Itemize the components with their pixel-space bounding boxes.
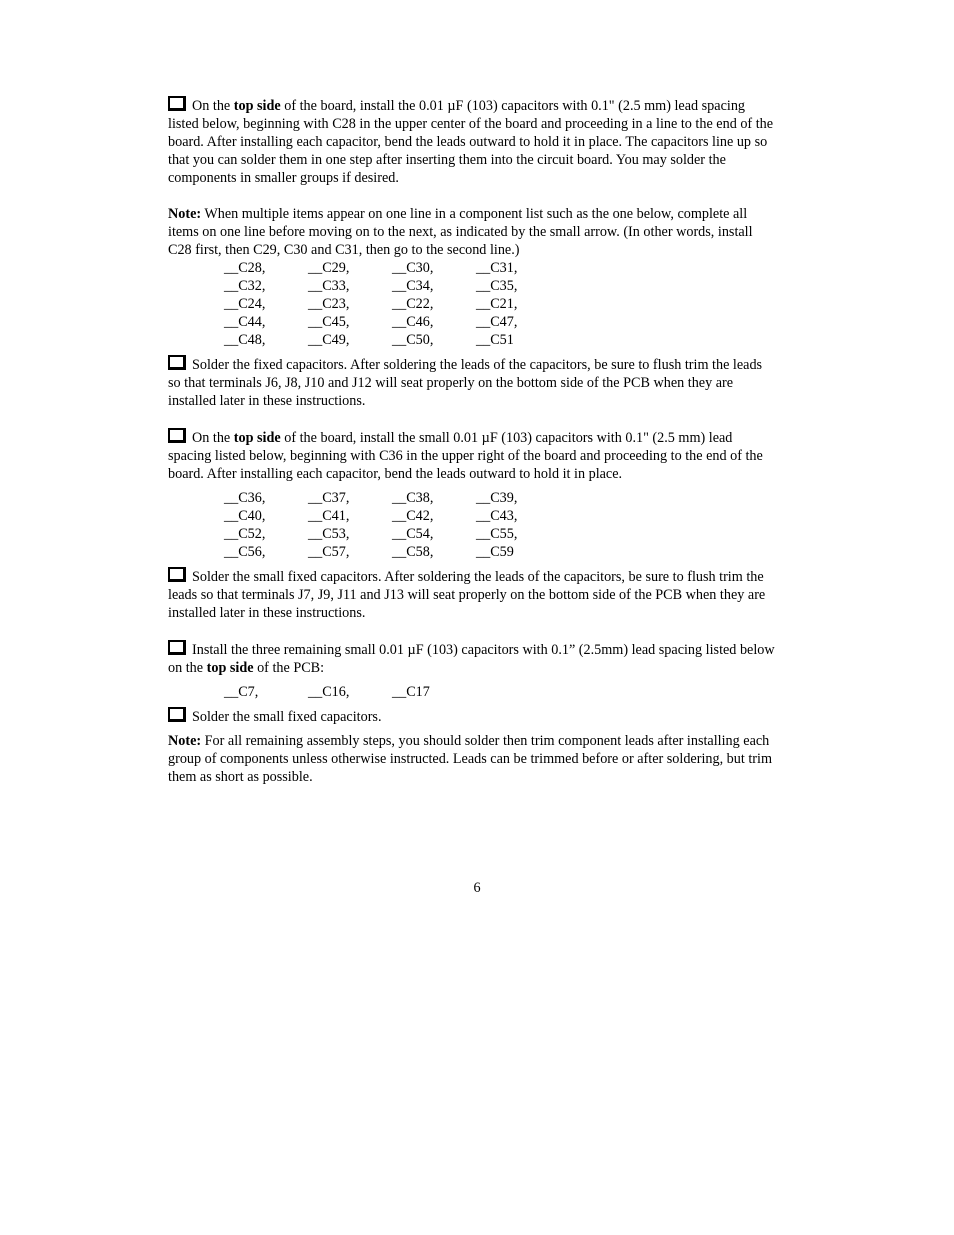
- component-item: __C17: [392, 684, 430, 700]
- component-item: __C40,: [224, 508, 266, 524]
- step-text: Install the three remaining small 0.01 µF (103) capacitors with 0.1” (2.5mm) lead spacing listed below on the: [168, 642, 775, 676]
- component-item: __C48,: [224, 332, 266, 348]
- step-emphasis: top side: [206, 660, 254, 676]
- component-row: [224, 331, 560, 349]
- component-row: [224, 543, 560, 561]
- checkbox-icon[interactable]: [168, 707, 186, 722]
- step-install-remaining-capacitors: [168, 640, 778, 677]
- step-text: of the board, install the small 0.01 µF (103) capacitors with 0.1" (2.5 mm) lead spacing listed below, beginning with C36 in the upper right of the board and proceeding to the end of the board. After installing each capacitor, bend the leads outward to hold it in place.: [168, 430, 763, 482]
- step-emphasis: top side: [233, 98, 281, 114]
- component-item: __C21,: [476, 296, 518, 312]
- step-text: of the PCB:: [253, 660, 325, 676]
- component-row: [224, 313, 560, 331]
- component-item: __C53,: [308, 526, 350, 542]
- component-list: [224, 259, 560, 349]
- component-item: __C59: [476, 544, 514, 560]
- component-item: __C47,: [476, 314, 518, 330]
- component-item: __C31,: [476, 260, 518, 276]
- note-paragraph: [168, 732, 778, 786]
- component-item: __C57,: [308, 544, 350, 560]
- note-text: When multiple items appear on one line in a component list such as the one below, complete all items on one line before moving on to the next, as indicated by the small arrow. (In other words, install C28 first, then C29, C30 and C31, then go to the second line.): [168, 206, 753, 258]
- step-text: Solder the fixed capacitors. After soldering the leads of the capacitors, be sure to flush trim the leads so that terminals J6, J8, J10 and J12 will seat properly on the bottom side of the PCB when they are installed later in these instructions.: [168, 357, 763, 409]
- note-text: For all remaining assembly steps, you should solder then trim component leads after installing each group of components unless otherwise instructed. Leads can be trimmed before or after soldering, but trim them as short as possible.: [168, 733, 772, 785]
- component-item: __C52,: [224, 526, 266, 542]
- component-item: __C41,: [308, 508, 350, 524]
- note-label: Note:: [168, 733, 202, 749]
- component-item: __C28,: [224, 260, 266, 276]
- step-solder-small-capacitors: [168, 567, 778, 622]
- component-item: __C22,: [392, 296, 434, 312]
- component-item: __C43,: [476, 508, 518, 524]
- component-item: __C42,: [392, 508, 434, 524]
- component-item: __C30,: [392, 260, 434, 276]
- component-item: __C50,: [392, 332, 434, 348]
- component-item: __C23,: [308, 296, 350, 312]
- component-item: __C7,: [224, 684, 259, 700]
- component-row: [224, 507, 560, 525]
- component-item: __C54,: [392, 526, 434, 542]
- step-text: Solder the small fixed capacitors. After soldering the leads of the capacitors, be sure to flush trim the leads so that terminals J7, J9, J11 and J13 will seat properly on the bottom side of the PCB when they are installed later in these instructions.: [168, 569, 766, 621]
- page-content: [168, 96, 778, 786]
- component-item: __C32,: [224, 278, 266, 294]
- checkbox-icon[interactable]: [168, 96, 186, 111]
- checkbox-icon[interactable]: [168, 640, 186, 655]
- component-item: __C34,: [392, 278, 434, 294]
- component-row: [224, 259, 560, 277]
- component-item: __C45,: [308, 314, 350, 330]
- component-list: [224, 683, 476, 701]
- checkbox-icon[interactable]: [168, 567, 186, 582]
- page-number: 6: [473, 880, 481, 896]
- component-item: __C55,: [476, 526, 518, 542]
- step-solder-remaining: [168, 707, 778, 726]
- component-item: __C49,: [308, 332, 350, 348]
- component-item: __C35,: [476, 278, 518, 294]
- component-item: __C46,: [392, 314, 434, 330]
- component-item: __C44,: [224, 314, 266, 330]
- component-item: __C51: [476, 332, 514, 348]
- checkbox-icon[interactable]: [168, 428, 186, 443]
- step-text: of the board, install the 0.01 µF (103) capacitors with 0.1" (2.5 mm) lead spacing listed below, beginning with C28 in the upper center of the board and proceeding in a line to the end of the board. After installing each capacitor, bend the leads outward to hold it in place. The capacitors line up so that you can solder them in one step after inserting them into the circuit board. You may solder the components in smaller groups if desired.: [168, 98, 774, 186]
- component-item: __C38,: [392, 490, 434, 506]
- component-row: [224, 525, 560, 543]
- component-item: __C37,: [308, 490, 350, 506]
- checkbox-icon[interactable]: [168, 355, 186, 370]
- step-text: On the: [192, 430, 234, 446]
- component-item: __C36,: [224, 490, 266, 506]
- component-row: [224, 489, 560, 507]
- step-solder-fixed-capacitors: [168, 355, 778, 410]
- component-item: __C33,: [308, 278, 350, 294]
- component-row: [224, 295, 560, 313]
- component-item: __C24,: [224, 296, 266, 312]
- component-item: __C39,: [476, 490, 518, 506]
- component-row: [224, 277, 560, 295]
- component-item: __C56,: [224, 544, 266, 560]
- step-text: On the: [192, 98, 234, 114]
- step-text: Solder the small fixed capacitors.: [192, 709, 382, 725]
- step-install-c28-group: [168, 96, 778, 187]
- note-paragraph: [168, 205, 778, 259]
- step-install-c36-group: [168, 428, 778, 483]
- step-emphasis: top side: [233, 430, 281, 446]
- component-item: __C16,: [308, 684, 350, 700]
- component-row: [224, 683, 476, 701]
- note-label: Note:: [168, 206, 202, 222]
- component-list: [224, 489, 560, 561]
- component-item: __C29,: [308, 260, 350, 276]
- component-item: __C58,: [392, 544, 434, 560]
